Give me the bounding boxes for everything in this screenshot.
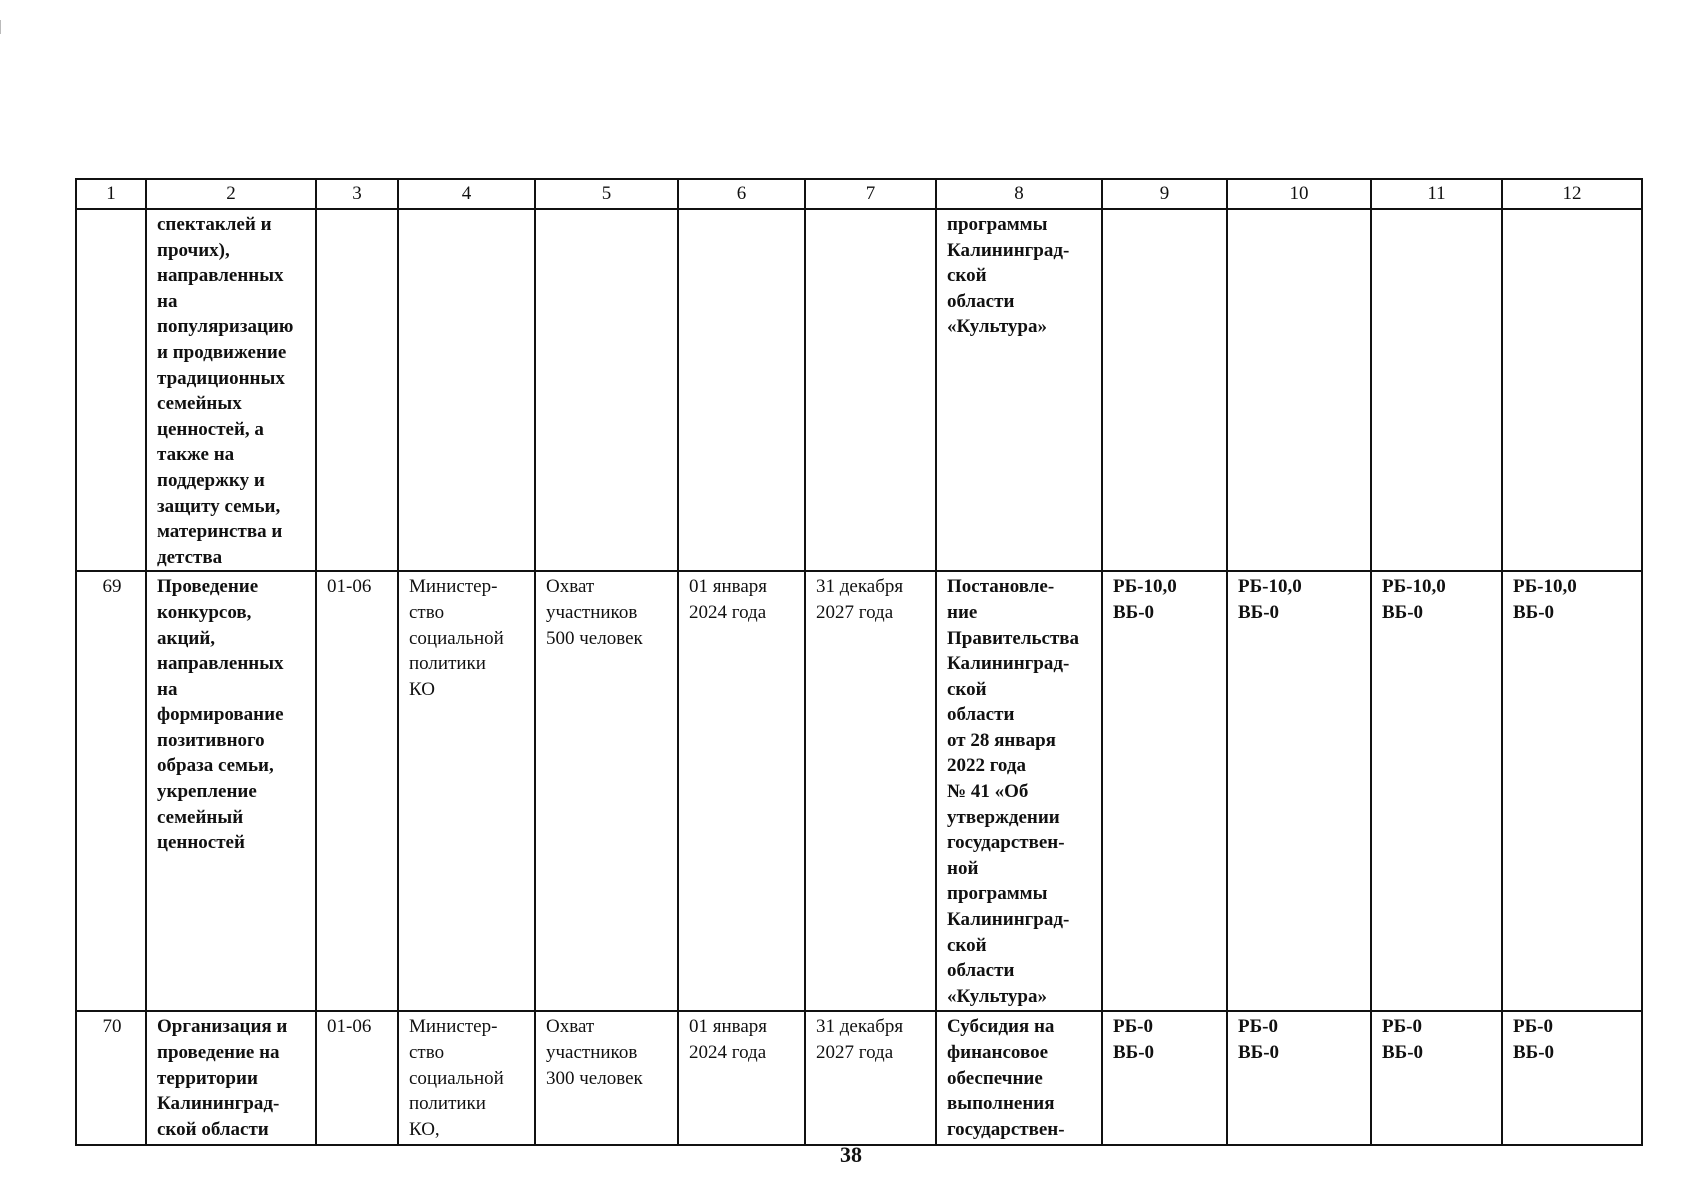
- cell-text-line: ской: [947, 934, 987, 956]
- cell-text-line: № 41 «Об: [947, 781, 1029, 803]
- cell-text-line: ценностей, а: [157, 418, 264, 440]
- header-row: [76, 179, 1642, 209]
- cell-text-line: РБ-10,0: [1113, 576, 1177, 598]
- cell-text-line: позитивного: [157, 729, 265, 751]
- funding-2024-cell: [1102, 209, 1227, 571]
- cell-text-line: ВБ-0: [1513, 1041, 1555, 1063]
- cell-text-line: ской: [947, 265, 987, 287]
- indicator-cell: [535, 209, 678, 571]
- cell-text-line: 2022 года: [947, 755, 1026, 777]
- cell-text-line: 31 декабря: [816, 576, 904, 598]
- cell-text-line: социальной: [409, 627, 504, 649]
- cell-text-line: 01-06: [327, 1016, 372, 1038]
- cell-text-line: области: [947, 704, 1015, 726]
- header-cell: 1: [76, 179, 146, 209]
- cell-text-line: ние: [947, 601, 978, 623]
- cell-text-line: КО,: [409, 1118, 440, 1140]
- cell-text-line: защиту семьи,: [157, 495, 281, 517]
- indicator-cell: [535, 1011, 678, 1145]
- cell-text-line: программы: [947, 214, 1048, 235]
- cell-text-line: политики: [409, 1093, 486, 1115]
- cell-text-line: Министер-: [409, 576, 498, 598]
- measure-name-cell: [146, 209, 316, 571]
- cell-text-line: от 28 января: [947, 729, 1056, 751]
- header-cell: 9: [1102, 179, 1227, 209]
- executor-cell: [398, 1011, 535, 1145]
- funding-2026-cell: [1371, 571, 1502, 1011]
- cell-text-line: на: [157, 290, 178, 312]
- cell-text-line: 31 декабря: [816, 1016, 904, 1038]
- funding-2026-cell: [1371, 1011, 1502, 1145]
- executor-cell: [398, 571, 535, 1011]
- cell-text-line: детства: [157, 546, 223, 568]
- cell-text-line: ВБ-0: [1113, 1041, 1155, 1063]
- funding-2024-cell: [1102, 571, 1227, 1011]
- cell-text-line: РБ-10,0: [1382, 576, 1446, 598]
- cell-text-line: направленных: [157, 265, 284, 287]
- header-cell: 8: [936, 179, 1102, 209]
- indicator-cell: [535, 571, 678, 1011]
- cell-text-line: материнства и: [157, 521, 283, 543]
- cell-text-line: государствен-: [947, 1118, 1065, 1140]
- cell-text-line: ство: [409, 1041, 445, 1063]
- cell-text-line: 01 января: [689, 576, 768, 598]
- cell-text-line: ной: [947, 857, 979, 879]
- cell-text-line: области: [947, 960, 1015, 982]
- table-row: [76, 209, 1642, 571]
- cell-text-line: политики: [409, 653, 486, 675]
- funding-2027-cell: [1502, 1011, 1642, 1145]
- cell-text-line: территории: [157, 1067, 258, 1089]
- cell-text-line: также на: [157, 444, 235, 466]
- cell-text-line: Охват: [546, 576, 595, 598]
- funding-2024-cell: [1102, 1011, 1227, 1145]
- cell-text-line: социальной: [409, 1067, 504, 1089]
- cell-text-line: 2027 года: [816, 601, 894, 623]
- cell-text-line: проведение на: [157, 1041, 280, 1063]
- cell-text-line: Калининград-: [947, 909, 1070, 931]
- cell-text-line: 2024 года: [689, 601, 767, 623]
- row-number-cell: 70: [76, 1011, 146, 1145]
- header-cell: 7: [805, 179, 936, 209]
- cell-text-line: 2024 года: [689, 1041, 767, 1063]
- cell-text-line: Министер-: [409, 1016, 498, 1038]
- cell-text-line: традиционных: [157, 367, 285, 389]
- cell-text-line: Калининград-: [157, 1093, 280, 1115]
- cell-text-line: 300 человек: [546, 1067, 643, 1089]
- executor-cell: [398, 209, 535, 571]
- end-date-cell: [805, 571, 936, 1011]
- cell-text-line: ской области: [157, 1118, 269, 1140]
- cell-text-line: ВБ-0: [1113, 601, 1155, 623]
- cell-text-line: прочих),: [157, 239, 230, 261]
- funding-source-cell: [936, 1011, 1102, 1145]
- cell-text-line: ВБ-0: [1382, 601, 1424, 623]
- cell-text-line: Охват: [546, 1016, 595, 1038]
- cell-text-line: ской: [947, 678, 987, 700]
- cell-text-line: утверждении: [947, 806, 1060, 828]
- cell-text-line: Правительства: [947, 627, 1080, 649]
- end-date-cell: [805, 209, 936, 571]
- header-cell: 5: [535, 179, 678, 209]
- header-cell: 3: [316, 179, 398, 209]
- scan-edge-mark: [0, 20, 1, 34]
- cell-text-line: ценностей: [157, 832, 245, 854]
- cell-text-line: РБ-10,0: [1513, 576, 1577, 598]
- cell-text-line: обеспечние: [947, 1067, 1043, 1089]
- funding-2025-cell: [1227, 1011, 1371, 1145]
- cell-text-line: популяризацию: [157, 316, 294, 338]
- header-cell: 6: [678, 179, 805, 209]
- cell-text-line: Организация и: [157, 1016, 288, 1038]
- funding-source-cell: [936, 209, 1102, 571]
- cell-text-line: формирование: [157, 704, 284, 726]
- cell-text-line: КО: [409, 678, 435, 700]
- cell-text-line: Проведение: [157, 576, 259, 598]
- cell-text-line: конкурсов,: [157, 601, 252, 623]
- cell-text-line: 500 человек: [546, 627, 643, 649]
- funding-2027-cell: [1502, 209, 1642, 571]
- cell-text-line: ство: [409, 601, 445, 623]
- cell-text-line: участников: [546, 601, 638, 623]
- measure-name-cell: [146, 1011, 316, 1145]
- cell-text-line: и продвижение: [157, 341, 287, 363]
- funding-2025-cell: [1227, 571, 1371, 1011]
- page-number: 38: [840, 1142, 862, 1167]
- cell-text-line: Субсидия на: [947, 1016, 1055, 1038]
- cell-text-line: Калининград-: [947, 239, 1070, 261]
- cell-text-line: спектаклей и: [157, 214, 272, 235]
- cell-text-line: семейный: [157, 806, 244, 828]
- cell-text-line: 01 января: [689, 1016, 768, 1038]
- cell-text-line: ВБ-0: [1513, 601, 1555, 623]
- row-number-cell: [76, 209, 146, 571]
- code-cell: [316, 1011, 398, 1145]
- cell-text-line: ВБ-0: [1238, 601, 1280, 623]
- cell-text-line: области: [947, 290, 1015, 312]
- cell-text-line: РБ-0: [1238, 1016, 1278, 1038]
- cell-text-line: государствен-: [947, 832, 1065, 854]
- measure-name-cell: [146, 571, 316, 1011]
- cell-text-line: 01-06: [327, 576, 372, 598]
- cell-text-line: образа семьи,: [157, 755, 274, 777]
- header-cell: 2: [146, 179, 316, 209]
- row-number-cell: 69: [76, 571, 146, 1011]
- code-cell: [316, 209, 398, 571]
- start-date-cell: [678, 571, 805, 1011]
- cell-text-line: ВБ-0: [1238, 1041, 1280, 1063]
- cell-text-line: РБ-0: [1513, 1016, 1553, 1038]
- code-cell: [316, 571, 398, 1011]
- start-date-cell: [678, 1011, 805, 1145]
- header-cell: 4: [398, 179, 535, 209]
- start-date-cell: [678, 209, 805, 571]
- funding-2025-cell: [1227, 209, 1371, 571]
- cell-text-line: финансовое: [947, 1041, 1049, 1063]
- cell-text-line: 2027 года: [816, 1041, 894, 1063]
- cell-text-line: РБ-10,0: [1238, 576, 1302, 598]
- cell-text-line: поддержку и: [157, 469, 265, 491]
- cell-text-line: Постановле-: [947, 576, 1055, 598]
- cell-text-line: акций,: [157, 627, 216, 649]
- cell-text-line: «Культура»: [947, 316, 1047, 338]
- cell-text-line: укрепление: [157, 781, 257, 803]
- header-cell: 10: [1227, 179, 1371, 209]
- cell-text-line: РБ-0: [1382, 1016, 1422, 1038]
- cell-text-line: на: [157, 678, 178, 700]
- end-date-cell: [805, 1011, 936, 1145]
- cell-text-line: «Культура»: [947, 985, 1047, 1007]
- header-cell: 12: [1502, 179, 1642, 209]
- header-cell: 11: [1371, 179, 1502, 209]
- program-measures-table: [75, 178, 1643, 1146]
- cell-text-line: направленных: [157, 653, 284, 675]
- cell-text-line: Калининград-: [947, 653, 1070, 675]
- funding-2027-cell: [1502, 571, 1642, 1011]
- cell-text-line: выполнения: [947, 1093, 1055, 1115]
- cell-text-line: программы: [947, 883, 1048, 905]
- funding-2026-cell: [1371, 209, 1502, 571]
- cell-text-line: РБ-0: [1113, 1016, 1153, 1038]
- cell-text-line: участников: [546, 1041, 638, 1063]
- table-row: [76, 1011, 1642, 1145]
- table-row: [76, 571, 1642, 1011]
- cell-text-line: ВБ-0: [1382, 1041, 1424, 1063]
- funding-source-cell: [936, 571, 1102, 1011]
- cell-text-line: семейных: [157, 393, 242, 415]
